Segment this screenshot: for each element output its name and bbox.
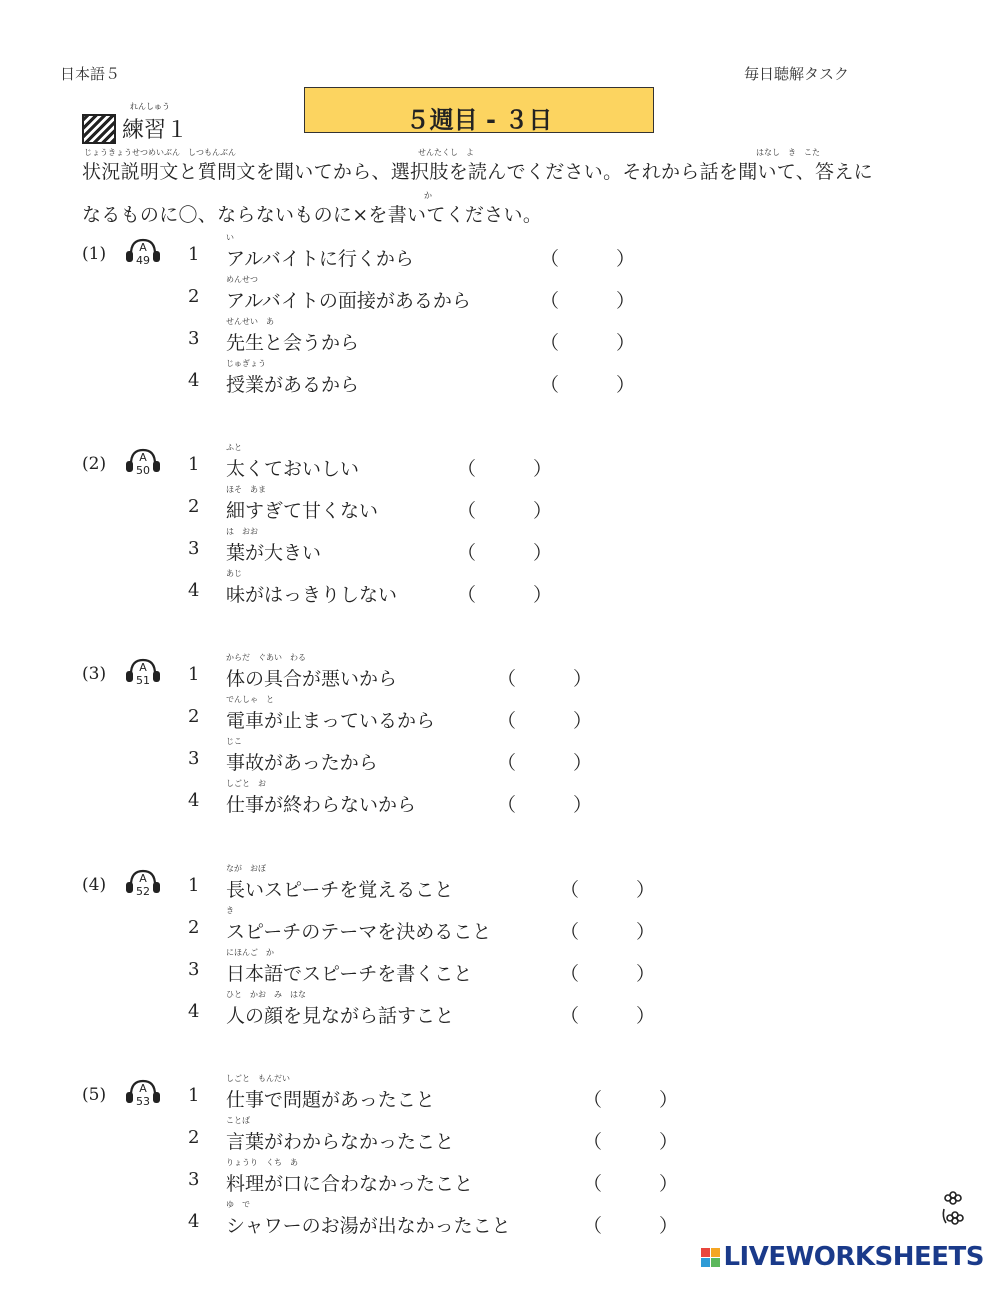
headphones-audio-icon[interactable] — [124, 1077, 162, 1111]
option-text: 料理が口に合わなかったこと — [226, 1173, 474, 1195]
option-ruby: じゅぎょう — [226, 359, 266, 368]
track-number: 53 — [136, 1095, 150, 1108]
option-ruby: なが おぼ — [226, 864, 266, 873]
track-number: 50 — [136, 464, 150, 477]
option-text: スピーチのテーマを決めること — [226, 921, 492, 943]
flower-doodle-icon — [938, 1187, 968, 1229]
option-number: 2 — [188, 706, 200, 727]
option-text: 細すぎて甘くない — [226, 500, 379, 522]
option-ruby: は おお — [226, 527, 258, 536]
option-ruby: めんせつ — [226, 275, 258, 284]
instruction-ruby: か — [424, 191, 432, 200]
answer-blank[interactable]: （ ） — [583, 1089, 679, 1111]
option-number: 4 — [188, 790, 200, 811]
option-text: アルバイトの面接があるから — [226, 290, 471, 312]
section-title: 練習１ — [122, 118, 189, 143]
option-text: 電車が止まっているから — [226, 710, 436, 732]
track-number: 52 — [136, 885, 150, 898]
answer-blank[interactable]: （ ） — [540, 290, 636, 312]
answer-blank[interactable]: （ ） — [457, 458, 553, 480]
answer-blank[interactable]: （ ） — [540, 248, 636, 270]
headphones-audio-icon[interactable] — [124, 446, 162, 480]
liveworksheets-logo — [701, 1242, 984, 1272]
option-ruby: き — [226, 906, 234, 915]
option-text: 葉が大きい — [226, 542, 322, 564]
option-ruby: じこ — [226, 737, 242, 746]
stripe-icon — [82, 114, 116, 144]
track-number: 51 — [136, 674, 150, 687]
track-number: 49 — [136, 254, 150, 267]
answer-blank[interactable]: （ ） — [497, 752, 593, 774]
option-number: 2 — [188, 496, 200, 517]
answer-blank[interactable]: （ ） — [540, 374, 636, 396]
option-ruby: ひと かお み はな — [226, 990, 306, 999]
brand-logo-icon — [701, 1248, 720, 1267]
answer-blank[interactable]: （ ） — [560, 879, 656, 901]
option-text: 体の具合が悪いから — [226, 668, 398, 690]
answer-blank[interactable]: （ ） — [583, 1131, 679, 1153]
option-text: アルバイトに行くから — [226, 248, 414, 270]
instruction-line-1: 状況説明文と質問文を聞いてから、選択肢を読んでください。それから話を聞いて、答えに — [82, 161, 873, 183]
headphones-audio-icon[interactable] — [124, 867, 162, 901]
answer-blank[interactable]: （ ） — [457, 500, 553, 522]
option-text: 仕事で問題があったこと — [226, 1089, 435, 1111]
question-number: (2) — [82, 454, 107, 474]
option-ruby: ゆ で — [226, 1200, 250, 1209]
week-title: ５週目 - ３日 — [304, 87, 654, 133]
svg-text:A: A — [139, 872, 147, 885]
option-ruby: でんしゃ と — [226, 695, 274, 704]
answer-blank[interactable]: （ ） — [497, 710, 593, 732]
option-number: 2 — [188, 1127, 200, 1148]
option-number: 2 — [188, 917, 200, 938]
option-ruby: ことば — [226, 1116, 250, 1125]
question-number: (3) — [82, 664, 107, 684]
option-number: 1 — [188, 454, 200, 475]
instruction-ruby: せんたくし よ — [418, 148, 474, 157]
answer-blank[interactable]: （ ） — [497, 794, 593, 816]
option-number: 2 — [188, 286, 200, 307]
option-number: 1 — [188, 244, 200, 265]
question-number: (5) — [82, 1085, 107, 1105]
option-ruby: せんせい あ — [226, 317, 274, 326]
answer-blank[interactable]: （ ） — [583, 1173, 679, 1195]
option-number: 3 — [188, 959, 200, 980]
svg-text:A: A — [139, 661, 147, 674]
instruction-ruby: はなし き こた — [756, 148, 820, 157]
answer-blank[interactable]: （ ） — [560, 1005, 656, 1027]
headphones-audio-icon[interactable] — [124, 656, 162, 690]
option-text: シャワーのお湯が出なかったこと — [226, 1215, 511, 1237]
option-number: 1 — [188, 875, 200, 896]
answer-blank[interactable]: （ ） — [457, 542, 553, 564]
headphones-audio-icon[interactable] — [124, 236, 162, 270]
svg-text:A: A — [139, 1082, 147, 1095]
question-number: (1) — [82, 244, 107, 264]
option-ruby: ふと — [226, 443, 242, 452]
option-text: 味がはっきりしない — [226, 584, 398, 606]
option-text: 太くておいしい — [226, 458, 360, 480]
task-name: 毎日聴解タスク — [744, 65, 850, 83]
option-text: 長いスピーチを覚えること — [226, 879, 454, 901]
answer-blank[interactable]: （ ） — [497, 668, 593, 690]
svg-text:A: A — [139, 241, 147, 254]
option-number: 1 — [188, 1085, 200, 1106]
option-ruby: ほそ あま — [226, 485, 266, 494]
question-number: (4) — [82, 875, 107, 895]
option-number: 3 — [188, 748, 200, 769]
option-ruby: あじ — [226, 569, 242, 578]
option-number: 4 — [188, 580, 200, 601]
option-number: 4 — [188, 1211, 200, 1232]
brand-name: LIVEWORKSHEETS — [723, 1242, 984, 1272]
option-ruby: にほんご か — [226, 948, 274, 957]
option-text: 言葉がわからなかったこと — [226, 1131, 455, 1153]
option-ruby: い — [226, 233, 234, 242]
option-number: 1 — [188, 664, 200, 685]
section-label — [82, 104, 188, 144]
answer-blank[interactable]: （ ） — [560, 963, 656, 985]
option-number: 4 — [188, 370, 200, 391]
option-text: 仕事が終わらないから — [226, 794, 417, 816]
answer-blank[interactable]: （ ） — [540, 332, 636, 354]
answer-blank[interactable]: （ ） — [560, 921, 656, 943]
option-text: 先生と会うから — [226, 332, 360, 354]
option-ruby: からだ ぐあい わる — [226, 653, 306, 662]
course-name: 日本語５ — [60, 65, 121, 83]
option-text: 日本語でスピーチを書くこと — [226, 963, 473, 985]
instruction-ruby: じょうきょうせつめいぶん しつもんぶん — [84, 148, 236, 157]
option-text: 事故があったから — [226, 752, 378, 774]
option-ruby: りょうり くち あ — [226, 1158, 298, 1167]
answer-blank[interactable]: （ ） — [583, 1215, 679, 1237]
option-number: 3 — [188, 328, 200, 349]
option-ruby: しごと もんだい — [226, 1074, 290, 1083]
section-ruby: れんしゅう — [130, 102, 170, 111]
option-ruby: しごと お — [226, 779, 266, 788]
option-text: 人の顔を見ながら話すこと — [226, 1005, 455, 1027]
svg-text:A: A — [139, 451, 147, 464]
option-number: 4 — [188, 1001, 200, 1022]
option-number: 3 — [188, 1169, 200, 1190]
option-text: 授業があるから — [226, 374, 360, 396]
instruction-line-2: なるものに〇、ならないものに×を書いてください。 — [82, 204, 543, 226]
option-number: 3 — [188, 538, 200, 559]
answer-blank[interactable]: （ ） — [457, 584, 553, 606]
